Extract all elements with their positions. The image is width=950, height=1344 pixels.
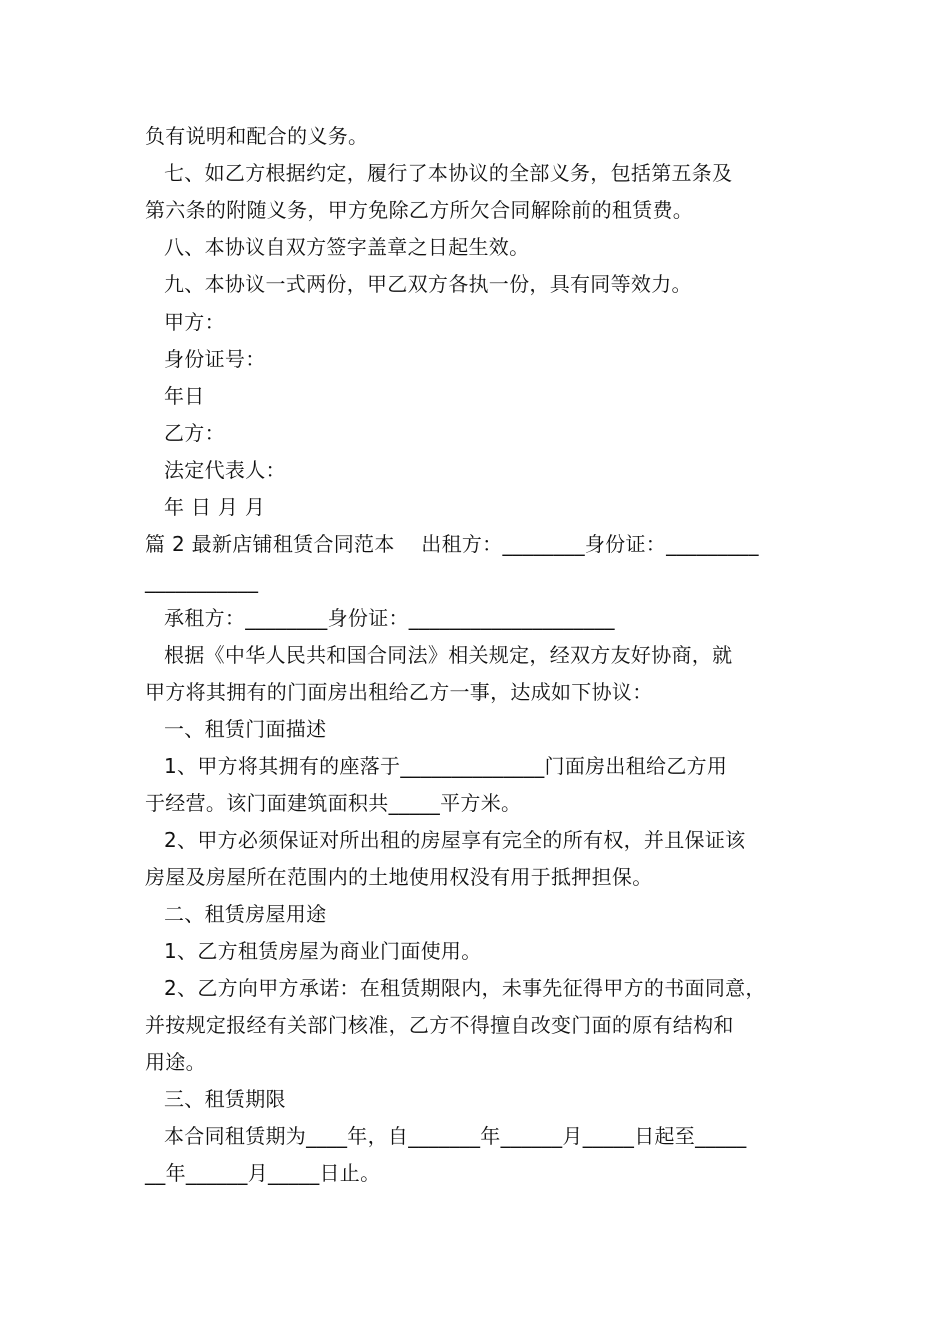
clause-line: 2、甲方必须保证对所出租的房屋享有完全的所有权，并且保证该 (164, 828, 746, 852)
legal-representative-label: 法定代表人： (164, 458, 286, 482)
paragraph-line: 房屋及房屋所在范围内的土地使用权没有用于抵押担保。 (145, 865, 653, 889)
blank-line: ___________ (145, 569, 259, 593)
lease-term-line: 本合同租赁期为____年，自_______年______月_____日起至_____ (164, 1124, 747, 1148)
clause-line: 1、甲方将其拥有的座落于______________门面房出租给乙方用 (164, 754, 728, 778)
id-number-label: 身份证号： (164, 347, 266, 371)
date-label: 年 日 月 月 (164, 495, 266, 519)
party-b-label: 乙方： (164, 421, 225, 445)
preamble-line: 根据《中华人民共和国合同法》相关规定，经双方友好协商，就 (164, 643, 733, 667)
paragraph-line: 用途。 (145, 1050, 206, 1074)
paragraph-line: 于经营。该门面建筑面积共_____平方米。 (145, 791, 522, 815)
clause-nine-line: 九、本协议一式两份，甲乙双方各执一份，具有同等效力。 (164, 272, 692, 296)
section-heading: 一、租赁门面描述 (164, 717, 327, 741)
clause-line: 1、乙方租赁房屋为商业门面使用。 (164, 939, 482, 963)
date-label: 年日 (164, 384, 205, 408)
paragraph-line: 甲方将其拥有的门面房出租给乙方一事，达成如下协议： (145, 680, 653, 704)
lessee-line: 承租方：________身份证：____________________ (164, 606, 615, 630)
paragraph-line: 并按规定报经有关部门核准，乙方不得擅自改变门面的原有结构和 (145, 1013, 734, 1037)
clause-eight-line: 八、本协议自双方签字盖章之日起生效。 (164, 235, 530, 259)
party-a-label: 甲方： (164, 310, 225, 334)
contract-title-line: 篇 2 最新店铺租赁合同范本 出租方：________身份证：_________ (145, 532, 759, 556)
clause-seven-line: 七、如乙方根据约定，履行了本协议的全部义务，包括第五条及 (164, 161, 733, 185)
paragraph-line: __年______月_____日止。 (145, 1161, 381, 1185)
section-heading: 二、租赁房屋用途 (164, 902, 327, 926)
paragraph-line: 负有说明和配合的义务。 (145, 124, 369, 148)
section-heading: 三、租赁期限 (164, 1087, 286, 1111)
paragraph-line: 第六条的附随义务，甲方免除乙方所欠合同解除前的租赁费。 (145, 198, 694, 222)
clause-line: 2、乙方向甲方承诺：在租赁期限内，未事先征得甲方的书面同意， (164, 976, 766, 1000)
